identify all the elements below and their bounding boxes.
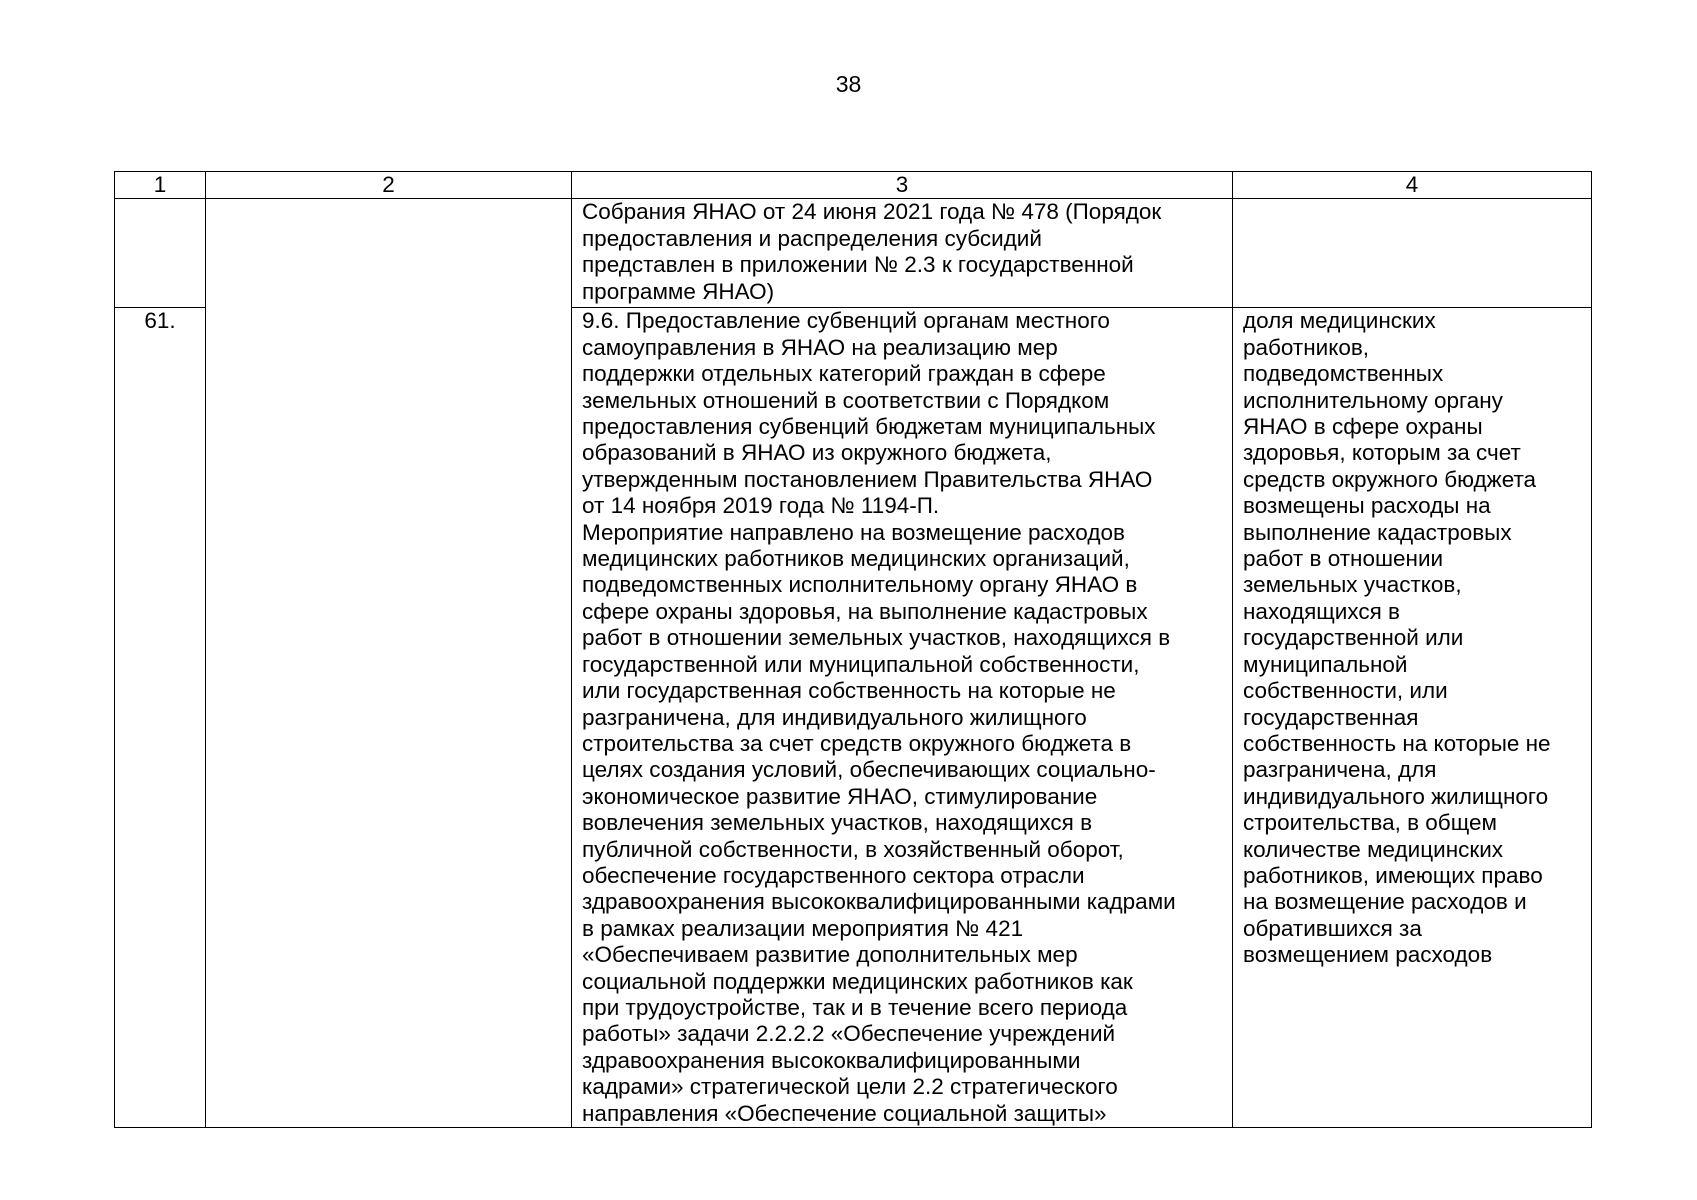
column-header-1: 1 xyxy=(115,172,206,199)
text-line: экономическое развитие ЯНАО, стимулирование xyxy=(582,783,1098,809)
text-line: ЯНАО в сфере охраны xyxy=(1243,414,1483,440)
measure-description-cell xyxy=(572,308,1233,1128)
text-line: здравоохранения высококвалифицированными кадрами xyxy=(582,889,1176,915)
text-line: государственной или муниципальной собственности, xyxy=(582,651,1140,677)
document-table xyxy=(114,171,1592,1128)
text-line: направления «Обеспечение социальной защиты» xyxy=(582,1100,1107,1126)
text-line: возмещены расходы на xyxy=(1243,493,1491,519)
text-line: представлен в приложении № 2.3 к государственной xyxy=(582,252,1134,278)
column-header-2: 2 xyxy=(206,172,572,199)
indicator-text xyxy=(1243,308,1581,968)
text-line: государственной или xyxy=(1243,625,1464,651)
text-line: на возмещение расходов и xyxy=(1243,889,1527,915)
text-line: государственная xyxy=(1243,704,1419,730)
text-line: собственность на которые не xyxy=(1243,730,1551,756)
text-line: кадрами» стратегической цели 2.2 стратегического xyxy=(582,1074,1118,1100)
text-line: самоуправления в ЯНАО на реализацию мер xyxy=(582,334,1058,360)
text-line: целях создания условий, обеспечивающих социально- xyxy=(582,757,1156,783)
text-line: сфере охраны здоровья, на выполнение кадастровых xyxy=(582,598,1148,624)
text-line: исполнительному органу xyxy=(1243,387,1503,413)
text-line: индивидуального жилищного xyxy=(1243,783,1549,809)
measure-description-cell xyxy=(572,199,1233,308)
text-line: возмещением расходов xyxy=(1243,942,1493,968)
text-line: предоставления и распределения субсидий xyxy=(582,225,1042,251)
text-line: работников, имеющих право xyxy=(1243,862,1543,888)
text-line: муниципальной xyxy=(1243,651,1408,677)
text-line: публичной собственности, в хозяйственный оборот, xyxy=(582,836,1124,862)
text-line: обеспечение государственного сектора отрасли xyxy=(582,862,1085,888)
measure-description-text xyxy=(582,308,1222,1127)
text-line: 9.6. Предоставление субвенций органам местного xyxy=(582,308,1110,334)
text-line: социальной поддержки медицинских работников как xyxy=(582,968,1133,994)
indicator-cell xyxy=(1233,199,1592,308)
text-line: собственности, или xyxy=(1243,678,1448,704)
text-line: подведомственных исполнительному органу ЯНАО в xyxy=(582,572,1138,598)
text-line: строительства, в общем xyxy=(1243,810,1497,836)
text-line: утвержденным постановлением Правительства ЯНАО xyxy=(582,466,1153,492)
text-line: программе ЯНАО) xyxy=(582,278,775,304)
text-line: поддержки отдельных категорий граждан в сфере xyxy=(582,361,1106,387)
column-header-4: 4 xyxy=(1233,172,1592,199)
text-line: работы» задачи 2.2.2.2 «Обеспечение учреждений xyxy=(582,1021,1116,1047)
text-line: земельных участков, xyxy=(1243,572,1462,598)
text-line: земельных отношений в соответствии с Порядком xyxy=(582,387,1110,413)
text-line: вовлечения земельных участков, находящихся в xyxy=(582,810,1093,836)
text-line: выполнение кадастровых xyxy=(1243,519,1512,545)
text-line: при трудоустройстве, так и в течение всего периода xyxy=(582,994,1128,1020)
text-line: или государственная собственность на которые не xyxy=(582,678,1116,704)
text-line: работ в отношении xyxy=(1243,546,1444,572)
text-line: здравоохранения высококвалифицированными xyxy=(582,1047,1081,1073)
text-line: медицинских работников медицинских организаций, xyxy=(582,546,1130,572)
table-row xyxy=(115,199,1592,308)
text-line: средств окружного бюджета xyxy=(1243,466,1537,492)
page-number: 38 xyxy=(835,71,862,97)
text-line: разграничена, для xyxy=(1243,757,1437,783)
column-2-cell xyxy=(206,199,572,1128)
text-line: находящихся в xyxy=(1243,598,1400,624)
text-line: образований в ЯНАО из окружного бюджета, xyxy=(582,440,1052,466)
text-line: работ в отношении земельных участков, находящихся в xyxy=(582,625,1171,651)
text-line: обратившихся за xyxy=(1243,915,1422,941)
text-line: подведомственных xyxy=(1243,361,1444,387)
text-line: строительства за счет средств окружного бюджета в xyxy=(582,730,1132,756)
text-line: Мероприятие направлено на возмещение расходов xyxy=(582,519,1125,545)
row-number-cell: 61. xyxy=(115,308,206,1128)
text-line: разграничена, для индивидуального жилищного xyxy=(582,704,1087,730)
text-line: «Обеспечиваем развитие дополнительных мер xyxy=(582,942,1078,968)
measure-description-text xyxy=(582,199,1222,305)
text-line: в рамках реализации мероприятия № 421 xyxy=(582,915,1024,941)
text-line: Собрания ЯНАО от 24 июня 2021 года № 478 (Порядок xyxy=(582,199,1162,225)
text-line: от 14 ноября 2019 года № 1194-П. xyxy=(582,493,940,519)
text-line: здоровья, которым за счет xyxy=(1243,440,1521,466)
text-line: количестве медицинских xyxy=(1243,836,1504,862)
table-header-row xyxy=(115,172,1592,199)
text-line: предоставления субвенций бюджетам муниципальных xyxy=(582,414,1156,440)
row-number-cell xyxy=(115,199,206,308)
column-header-3: 3 xyxy=(572,172,1233,199)
text-line: доля медицинских xyxy=(1243,308,1436,334)
text-line: работников, xyxy=(1243,334,1370,360)
indicator-cell xyxy=(1233,308,1592,1128)
